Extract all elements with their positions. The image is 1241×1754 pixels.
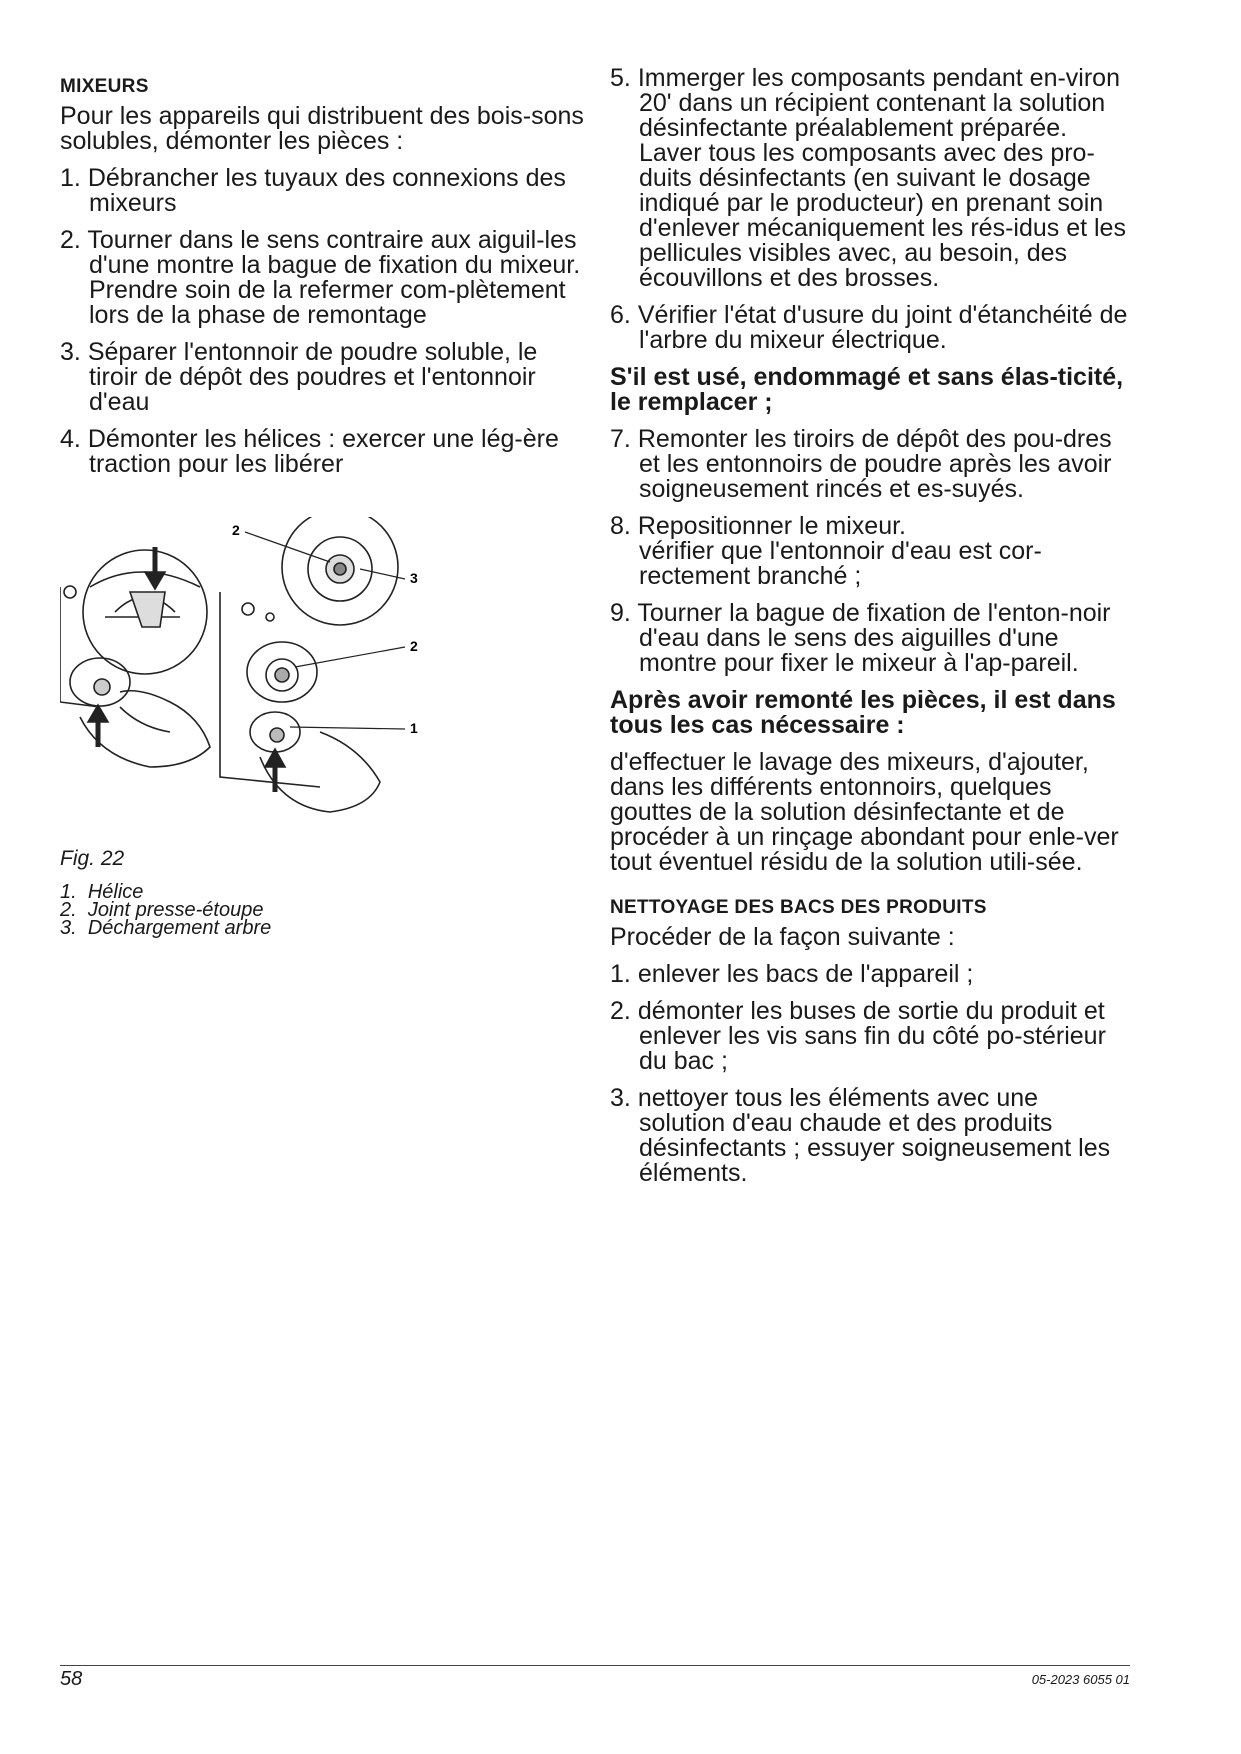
disassembly-steps bbox=[60, 166, 585, 477]
figure-legend bbox=[60, 883, 585, 937]
after-reassembly-heading: Après avoir remonté les pièces, il est dans tous les cas nécessaire : bbox=[610, 686, 1116, 739]
warning-heading: S'il est usé, endommagé et sans élas-ticité, le remplacer ; bbox=[610, 363, 1124, 416]
list-item: 3. Séparer l'entonnoir de poudre soluble, le tiroir de dépôt des poudres et l'entonnoir d'eau bbox=[60, 338, 538, 416]
after-reassembly-text: d'effectuer le lavage des mixeurs, d'ajouter, dans les différents entonnoirs, quelques gouttes de la solution désinfectante et de procéder à un rinçage abondant pour enle-ver tout éventuel résidu de la solution utili-sée. bbox=[610, 748, 1119, 876]
list-item: 4. Démonter les hélices : exercer une lég-ère traction pour les libérer bbox=[60, 425, 559, 478]
list-item: 7. Remonter les tiroirs de dépôt des pou-dres et les entonnoirs de poudre après les avoir soigneusement rincés et es-suyés. bbox=[610, 425, 1112, 503]
section-heading-mixeurs: MIXEURS bbox=[60, 76, 149, 97]
mixer-illustration bbox=[60, 517, 520, 817]
right-column bbox=[610, 66, 1130, 1198]
list-item: 6. Vérifier l'état d'usure du joint d'étanchéité de l'arbre du mixeur électrique. bbox=[610, 301, 1128, 354]
list-item: 1. Débrancher les tuyaux des connexions des mixeurs bbox=[60, 164, 566, 217]
bacs-intro: Procéder de la façon suivante : bbox=[610, 923, 955, 951]
mixer-drawing bbox=[60, 517, 520, 817]
list-item: 9. Tourner la bague de fixation de l'enton-noir d'eau dans le sens des aiguilles d'une montre pour fixer le mixeur à l'ap-pareil. bbox=[610, 599, 1111, 677]
left-column bbox=[60, 66, 585, 937]
figure-caption: Fig. 22 bbox=[60, 847, 125, 870]
list-item: 8. Repositionner le mixeur. vérifier que l'entonnoir d'eau est cor-rectement branché ; bbox=[610, 512, 1042, 590]
footer-divider bbox=[60, 1665, 1130, 1666]
list-item: 2. démonter les buses de sortie du produit et enlever les vis sans fin du côté po-stérieur du bac ; bbox=[610, 997, 1106, 1075]
callout-label: 2 bbox=[410, 638, 418, 654]
list-item: 1. enlever les bacs de l'appareil ; bbox=[610, 960, 974, 988]
list-item: 2. Joint presse-étoupe bbox=[60, 899, 264, 921]
callout-label: 3 bbox=[410, 570, 418, 586]
list-item: 3. Déchargement arbre bbox=[60, 917, 272, 939]
reassembly-steps bbox=[610, 427, 1130, 676]
list-item: 5. Immerger les composants pendant en-viron 20' dans un récipient contenant la solution désinfectante préalablement préparée. Laver tous les composants avec des pro-duits désinfectants (en suivant le dosage indiqué par le producteur) en prenant soin d'enlever mécaniquement les rés-idus et les pellicules visibles avec, au besoin, des écouvillons et des brosses. bbox=[610, 64, 1126, 292]
section-heading-bacs: NETTOYAGE DES BACS DES PRODUITS bbox=[610, 897, 987, 918]
page-number: 58 bbox=[60, 1668, 83, 1690]
list-item: 3. nettoyer tous les éléments avec une solution d'eau chaude et des produits désinfectants ; essuyer soigneusement les éléments. bbox=[610, 1084, 1111, 1187]
list-item: 2. Tourner dans le sens contraire aux aiguil-les d'une montre la bague de fixation du mixeur. Prendre soin de la refermer com-plètement lors de la phase de remontage bbox=[60, 226, 581, 329]
cleaning-steps bbox=[610, 66, 1130, 353]
callout-label: 1 bbox=[410, 720, 418, 736]
intro-paragraph: Pour les appareils qui distribuent des bois-sons solubles, démonter les pièces : bbox=[60, 102, 584, 155]
bacs-steps bbox=[610, 962, 1130, 1186]
list-item: 1. Hélice bbox=[60, 881, 144, 903]
callout-label: 2 bbox=[232, 522, 240, 538]
document-code: 05-2023 6055 01 bbox=[1031, 1672, 1130, 1687]
